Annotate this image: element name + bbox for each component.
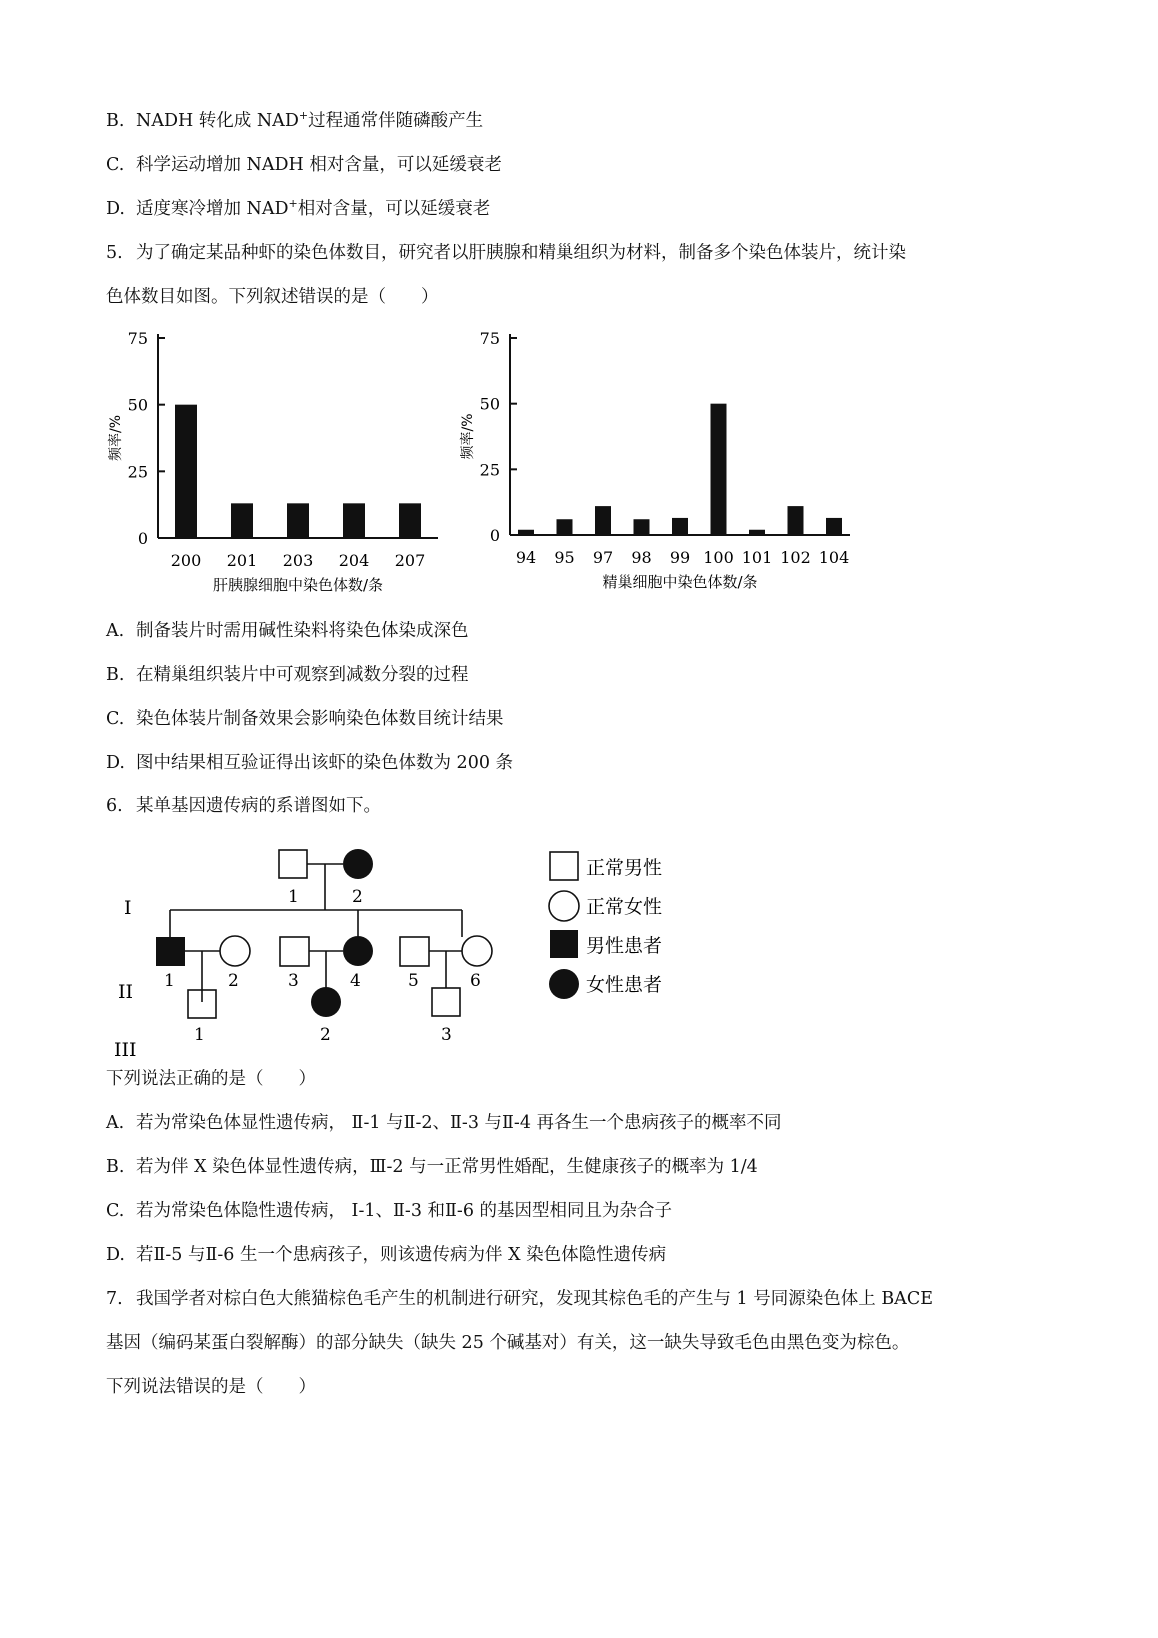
q5-option-a	[106, 620, 469, 642]
y-tick-label: 0	[489, 526, 500, 545]
q6-prompt	[106, 1068, 316, 1090]
pedigree-chart	[106, 857, 706, 1096]
x-tick-label: 201	[226, 551, 258, 570]
bar	[399, 503, 421, 538]
affected-female-symbol	[311, 987, 341, 1017]
legend-affected-female-icon	[549, 969, 579, 999]
q5-option-b	[106, 664, 469, 686]
generation-label-2: II	[118, 981, 134, 1003]
q6-option-b	[106, 1156, 758, 1178]
y-tick-label: 0	[137, 529, 148, 548]
y-tick-label: 50	[479, 394, 500, 414]
option-text: 制备装片时需用碱性染料将染色体染成深色	[136, 621, 469, 641]
liver-chromosome-chart	[108, 329, 468, 623]
bar	[231, 503, 253, 538]
superscript: +	[298, 109, 309, 123]
option-label: A.	[106, 1113, 125, 1133]
option-text-post: 过程通常伴随磷酸产生	[308, 111, 484, 131]
bar	[749, 530, 765, 535]
x-tick-label: 203	[282, 551, 314, 570]
y-tick-label: 50	[127, 395, 148, 415]
option-text: 科学运动增加 NADH 相对含量，可以延缓衰老	[136, 155, 502, 175]
bar	[287, 503, 309, 538]
q7-stem-line1	[106, 1288, 933, 1310]
normal-male-symbol	[280, 937, 309, 966]
option-text: 若为伴 X 染色体显性遗传病，Ⅲ-2 与一正常男性婚配，生健康孩子的概率为 1/4	[136, 1157, 758, 1177]
x-axis-label: 肝胰腺细胞中染色体数/条	[212, 576, 384, 594]
y-tick-label: 75	[479, 329, 500, 348]
bar	[788, 506, 804, 535]
option-label: B.	[106, 1157, 125, 1177]
x-tick-label: 207	[394, 551, 426, 570]
x-tick-label: 200	[170, 551, 202, 570]
legend-affected-male-icon	[550, 930, 578, 958]
individual-number: 3	[288, 971, 299, 991]
option-text: 若为常染色体隐性遗传病， Ⅰ-1、Ⅱ-3 和Ⅱ-6 的基因型相同且为杂合子	[136, 1201, 673, 1221]
option-label: C.	[106, 1201, 125, 1221]
option-label: B.	[106, 111, 125, 131]
individual-number: 2	[352, 887, 363, 907]
option-text: 若Ⅱ-5 与Ⅱ-6 生一个患病孩子，则该遗传病为伴 X 染色体隐性遗传病	[136, 1245, 667, 1265]
q4-option-b	[106, 110, 483, 132]
option-label: D.	[106, 199, 125, 219]
question-text: 色体数目如图。下列叙述错误的是（ ）	[106, 287, 439, 307]
y-axis-label: 频率/%	[108, 414, 124, 462]
option-text-pre: 适度寒冷增加 NAD	[136, 199, 289, 219]
question-text: 某单基因遗传病的系谱图如下。	[136, 796, 381, 816]
normal-male-symbol	[432, 988, 460, 1016]
normal-female-symbol	[220, 936, 250, 966]
legend-label: 女性患者	[586, 974, 663, 996]
bar	[343, 503, 365, 538]
option-text-post: 相对含量，可以延缓衰老	[297, 199, 491, 219]
question-text: 下列说法正确的是（ ）	[106, 1069, 316, 1089]
individual-number: 4	[350, 971, 361, 991]
individual-number: 2	[320, 1025, 331, 1045]
legend-label: 正常女性	[586, 896, 663, 918]
question-number: 6.	[106, 796, 123, 816]
option-text: 在精巢组织装片中可观察到减数分裂的过程	[136, 665, 469, 685]
bar	[711, 404, 727, 535]
x-tick-label: 98	[631, 548, 652, 567]
individual-number: 1	[288, 887, 299, 907]
normal-male-symbol	[400, 937, 429, 966]
x-tick-label: 204	[338, 551, 370, 570]
x-axis-label: 精巢细胞中染色体数/条	[602, 573, 758, 591]
x-tick-label: 97	[592, 548, 614, 567]
bar	[595, 506, 611, 535]
bar	[175, 405, 197, 538]
option-label: A.	[106, 621, 125, 641]
y-tick-label: 75	[127, 329, 148, 348]
normal-male-symbol	[279, 850, 307, 878]
option-label: B.	[106, 665, 125, 685]
option-text-pre: NADH 转化成 NAD	[136, 111, 299, 131]
q7-stem-line3	[106, 1376, 316, 1398]
question-number: 7.	[106, 1289, 123, 1309]
individual-number: 1	[164, 971, 175, 991]
question-text: 下列说法错误的是（ ）	[106, 1377, 316, 1397]
legend-label: 男性患者	[586, 935, 663, 957]
individual-number: 6	[470, 971, 481, 991]
generation-label-1: I	[124, 897, 132, 919]
bar	[634, 519, 650, 535]
x-tick-label: 101	[741, 548, 773, 567]
question-text: 基因（编码某蛋白裂解酶）的部分缺失（缺失 25 个碱基对）有关，这一缺失导致毛色由黑色变为棕色。	[106, 1333, 910, 1353]
question-number: 5.	[106, 243, 123, 263]
bar	[518, 530, 534, 535]
option-label: D.	[106, 753, 125, 773]
bar	[557, 519, 573, 535]
affected-male-symbol	[156, 937, 185, 966]
q5-option-c	[106, 708, 504, 730]
legend-label: 正常男性	[586, 857, 663, 879]
x-tick-label: 104	[818, 548, 850, 567]
affected-female-symbol	[343, 936, 373, 966]
option-text: 图中结果相互验证得出该虾的染色体数为 200 条	[136, 753, 514, 773]
x-tick-label: 102	[780, 548, 811, 567]
individual-number: 1	[194, 1025, 205, 1045]
option-label: C.	[106, 709, 125, 729]
generation-label-3: III	[114, 1039, 137, 1061]
legend-normal-female-icon	[549, 891, 579, 921]
x-tick-label: 100	[703, 548, 734, 567]
q5-stem-line2	[106, 286, 439, 308]
bar	[826, 518, 842, 535]
q5-option-d	[106, 752, 513, 774]
q6-stem	[106, 795, 381, 817]
q4-option-d	[106, 198, 490, 220]
q6-option-d	[106, 1244, 666, 1266]
question-text: 我国学者对棕白色大熊猫棕色毛产生的机制进行研究，发现其棕色毛的产生与 1 号同源染色体上 BACE	[136, 1289, 933, 1309]
option-text: 染色体装片制备效果会影响染色体数目统计结果	[136, 709, 504, 729]
y-axis-label: 频率/%	[460, 413, 476, 460]
q6-option-a	[106, 1112, 782, 1134]
q4-option-c	[106, 154, 502, 176]
individual-number: 3	[441, 1025, 452, 1045]
individual-number: 5	[408, 971, 419, 991]
question-text: 为了确定某品种虾的染色体数目，研究者以肝胰腺和精巢组织为材料，制备多个染色体装片，统计染	[136, 243, 906, 263]
x-tick-label: 99	[669, 548, 691, 567]
q5-stem-line1	[106, 242, 906, 264]
y-tick-label: 25	[127, 462, 148, 482]
testis-chromosome-chart	[460, 329, 900, 623]
option-label: D.	[106, 1245, 125, 1265]
option-text: 若为常染色体显性遗传病， Ⅱ-1 与Ⅱ-2、Ⅱ-3 与Ⅱ-4 再各生一个患病孩子的概率不同	[136, 1113, 782, 1133]
superscript: +	[288, 197, 298, 211]
x-tick-label: 95	[554, 548, 575, 567]
x-tick-label: 94	[515, 548, 537, 567]
option-label: C.	[106, 155, 125, 175]
normal-female-symbol	[462, 936, 492, 966]
q7-stem-line2	[106, 1332, 909, 1354]
y-tick-label: 25	[479, 460, 500, 480]
bar	[672, 518, 688, 535]
individual-number: 2	[228, 971, 239, 991]
legend-normal-male-icon	[550, 852, 578, 880]
q6-option-c	[106, 1200, 672, 1222]
affected-female-symbol	[343, 849, 373, 879]
